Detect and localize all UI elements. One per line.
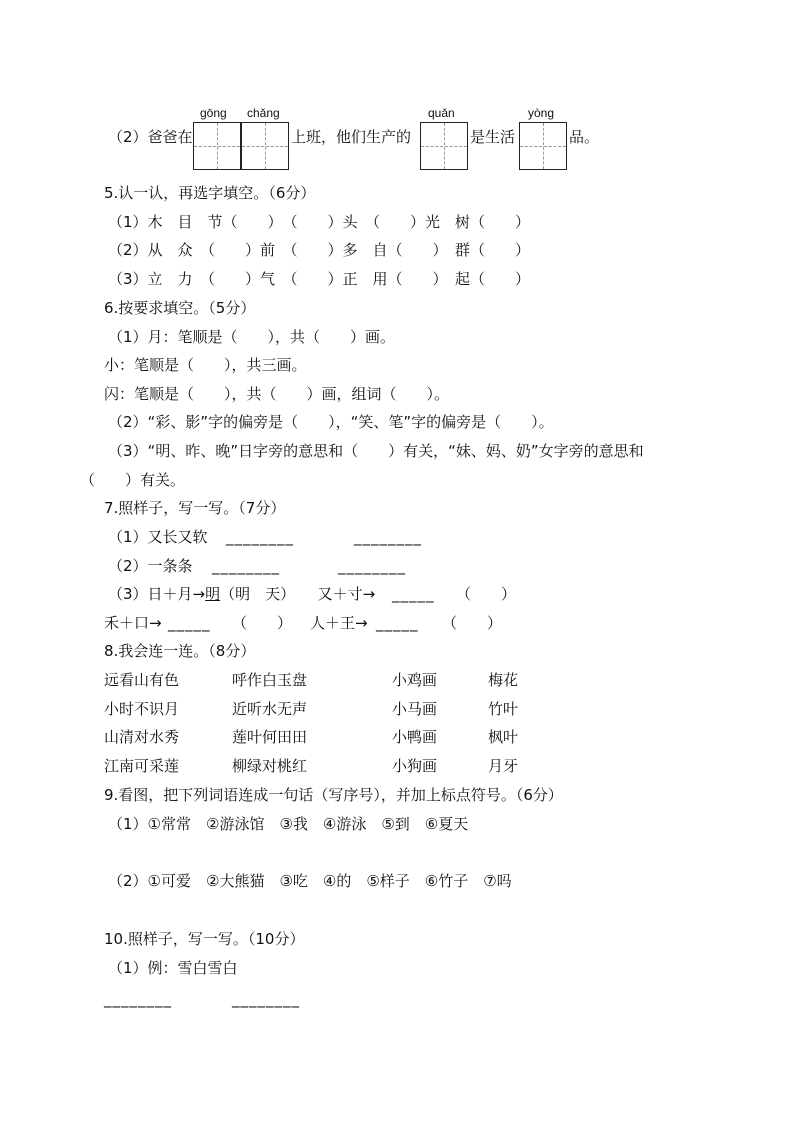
q8-col4-item: 梅花: [488, 671, 519, 689]
q4-2-end: 品。: [569, 128, 600, 146]
q7-row-3-post-text: （明 天） 又＋寸→: [220, 585, 376, 603]
q7-blank-3[interactable]: _____: [392, 585, 435, 603]
write-box-3[interactable]: [420, 122, 468, 170]
q7-paren-3: （ ）: [456, 585, 517, 603]
q9-row-1: （1）①常常 ②游泳馆 ③我 ④游泳 ⑤到 ⑥夏天: [108, 815, 469, 833]
write-box-4[interactable]: [519, 122, 567, 170]
q8-col3-item: 小鸡画: [392, 671, 438, 689]
q8-col3-item: 小狗画: [392, 757, 438, 775]
q8-col3-item: 小鸭画: [392, 728, 438, 746]
q10-row-1: （1）例：雪白雪白: [108, 959, 238, 977]
write-box-2[interactable]: [241, 122, 289, 170]
q7-row-4b: 人＋王→: [310, 614, 368, 632]
q7-blank-4b[interactable]: _____: [376, 614, 419, 632]
q8-col2-item: 柳绿对桃红: [232, 757, 308, 775]
q9-title: 9.看图，把下列词语连成一句话（写序号），并加上标点符号。（6分）: [104, 786, 563, 804]
q10-title: 10.照样子，写一写。（10分）: [104, 930, 305, 948]
q7-example-char: 明: [205, 585, 221, 603]
q6-row-4: （2）“彩、影”字的偏旁是（ ），“笑、笔”字的偏旁是（ ）。: [108, 413, 554, 431]
q8-col1-item: 江南可采莲: [104, 757, 180, 775]
q8-col1-item: 小时不识月: [104, 700, 180, 718]
q10-blank-b[interactable]: ________: [232, 990, 300, 1008]
pinyin-yong: yòng: [528, 106, 555, 120]
q8-title: 8.我会连一连。（8分）: [104, 642, 256, 660]
q7-row-3-pre-text: （3）日＋月→: [108, 585, 206, 603]
q5-row-1: （1）木 目 节（ ） （ ）头 （ ）光 树（ ）: [108, 213, 531, 231]
pinyin-quan: quǎn: [428, 106, 455, 120]
q7-row-3-pre: [108, 584, 375, 604]
q7-blank-2a[interactable]: ________: [212, 557, 280, 575]
write-box-1[interactable]: [193, 122, 241, 170]
q8-col2-item: 呼作白玉盘: [232, 671, 308, 689]
q7-paren-4b: （ ）: [442, 614, 503, 632]
q7-paren-4a: （ ）: [232, 614, 293, 632]
q5-row-3: （3）立 力 （ ）气 （ ）正 用（ ） 起（ ）: [108, 270, 531, 288]
q10-blank-a[interactable]: ________: [104, 990, 172, 1008]
q8-col4-item: 枫叶: [488, 728, 519, 746]
q8-col4-item: 竹叶: [488, 700, 519, 718]
q8-col1-item: 远看山有色: [104, 671, 180, 689]
q6-row-6: （ ）有关。: [80, 471, 186, 489]
q7-row-2: （2）一条条: [108, 557, 193, 575]
q6-title: 6.按要求填空。（5分）: [104, 299, 256, 317]
pinyin-gong: gōng: [200, 106, 227, 120]
q4-2-label: （2）爸爸在: [108, 128, 193, 146]
q9-row-2: （2）①可爱 ②大熊猫 ③吃 ④的 ⑤样子 ⑥竹子 ⑦吗: [108, 872, 512, 890]
q5-row-2: （2）从 众 （ ）前 （ ）多 自（ ） 群（ ）: [108, 241, 531, 259]
q7-title: 7.照样子，写一写。（7分）: [104, 499, 286, 517]
q8-col2-item: 莲叶何田田: [232, 728, 308, 746]
q7-blank-4a[interactable]: _____: [168, 614, 211, 632]
q4-2-mid: 上班，他们生产的: [291, 128, 412, 146]
q5-title: 5.认一认，再选字填空。（6分）: [104, 184, 316, 202]
pinyin-chang: chǎng: [247, 106, 280, 120]
q6-row-1: （1）月：笔顺是（ ），共（ ）画。: [108, 328, 396, 346]
q7-row-1: （1）又长又软: [108, 528, 208, 546]
q8-col3-item: 小马画: [392, 700, 438, 718]
q7-blank-2b[interactable]: ________: [338, 557, 406, 575]
q6-row-2: 小：笔顺是（ ），共三画。: [104, 356, 307, 374]
q6-row-5: （3）“明、昨、晚”日字旁的意思和（ ）有关，“妹、妈、奶”女字旁的意思和: [108, 442, 644, 460]
q7-blank-1b[interactable]: ________: [354, 528, 422, 546]
q8-col4-item: 月牙: [488, 757, 519, 775]
q8-col2-item: 近听水无声: [232, 700, 308, 718]
q7-row-4a: 禾＋口→: [104, 614, 162, 632]
q7-blank-1a[interactable]: ________: [226, 528, 294, 546]
q6-row-3: 闪：笔顺是（ ），共（ ）画，组词（ ）。: [104, 385, 450, 403]
q8-col1-item: 山清对水秀: [104, 728, 180, 746]
q4-2-mid2: 是生活: [470, 128, 516, 146]
